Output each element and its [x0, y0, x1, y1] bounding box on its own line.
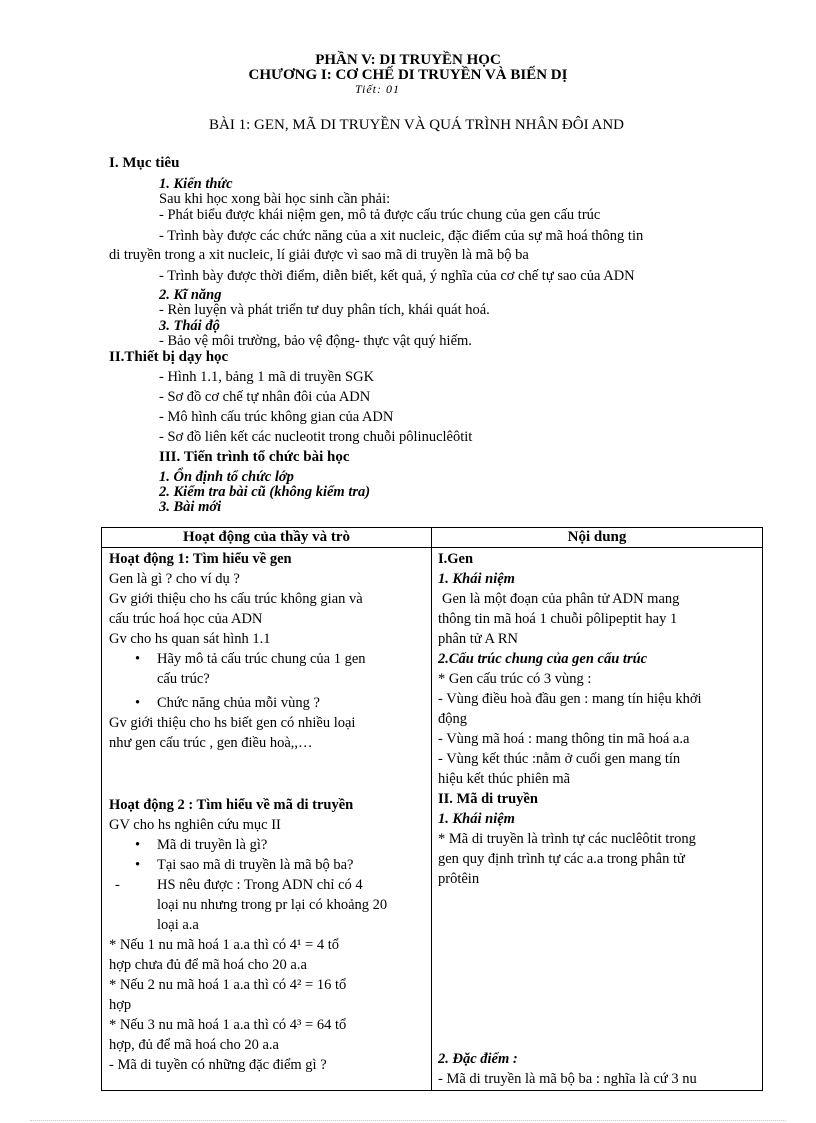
activity-bullet: • Mã di truyền là gì?	[109, 835, 429, 855]
activity-line: hợp	[109, 997, 132, 1013]
activity-1-title: Hoạt động 1: Tìm hiểu về gen	[109, 551, 292, 567]
content-line: Gen là một đoạn của phân tử ADN mang	[442, 591, 680, 607]
knowledge-item: - Phát biểu được khái niệm gen, mô tả được cấu trúc chung của gen cấu trúc	[159, 207, 601, 223]
equipment-item: - Mô hình cấu trúc không gian của ADN	[159, 409, 394, 425]
activity-line: Gv giới thiệu cho hs biết gen có nhiều loại	[109, 715, 356, 731]
process-heading: III. Tiến trình tổ chức bài học	[159, 449, 350, 465]
teacher-student-activities	[109, 549, 429, 1075]
genetic-code-heading: II. Mã di truyền	[438, 791, 538, 807]
process-step: 3. Bài mới	[159, 499, 222, 515]
content-line: gen quy định trình tự các a.a trong phân tử	[438, 851, 685, 867]
content-line: prôtêin	[438, 871, 480, 887]
content-line: thông tin mã hoá 1 chuỗi pôlipeptit hay 1	[438, 611, 678, 627]
attitude-heading: 3. Thái độ	[159, 318, 220, 334]
table-header-left: Hoạt động của thầy và trò	[182, 529, 351, 545]
equipment-item: - Sơ đồ cơ chế tự nhân đôi của ADN	[159, 389, 371, 405]
part-title: PHẦN V: DI TRUYỀN HỌC	[315, 52, 501, 68]
activity-line: Gv giới thiệu cho hs cấu trúc không gian và	[109, 591, 363, 607]
attitude-item: - Bảo vệ môi trường, bảo vệ động- thực vật quý hiếm.	[159, 333, 472, 349]
knowledge-intro: Sau khi học xong bài học sinh cần phải:	[159, 191, 391, 207]
activity-bullet-continued: cấu trúc?	[157, 671, 210, 687]
process-step: 2. Kiểm tra bài cũ (không kiểm tra)	[159, 484, 371, 500]
content-line: * Gen cấu trúc có 3 vùng :	[438, 671, 592, 687]
activity-bullet: • Chức năng chủa mỗi vùng ?	[109, 693, 429, 713]
skills-item: - Rèn luyện và phát triển tư duy phân tích, khái quát hoá.	[159, 302, 490, 318]
activity-line: * Nếu 3 nu mã hoá 1 a.a thì có 4³ = 64 tổ	[109, 1017, 347, 1033]
activity-line: cấu trúc hoá học của ADN	[109, 611, 263, 627]
activity-line: hợp chưa đủ để mã hoá cho 20 a.a	[109, 957, 307, 973]
gen-heading: I.Gen	[438, 551, 474, 567]
knowledge-item-continued: di truyền trong a xit nucleic, lí giải được vì sao mã di truyền là mã bộ ba	[109, 247, 529, 263]
code-concept-heading: 1. Khái niệm	[438, 811, 515, 827]
activity-line: * Nếu 2 nu mã hoá 1 a.a thì có 4² = 16 tổ	[109, 977, 347, 993]
equipment-item: - Sơ đồ liên kết các nucleotit trong chuỗi pôlinuclêôtit	[159, 429, 473, 445]
content-line: hiệu kết thúc phiên mã	[438, 771, 571, 787]
content-line: - Vùng mã hoá : mang thông tin mã hoá a.a	[438, 731, 690, 747]
lesson-title: BÀI 1: GEN, MÃ DI TRUYỀN VÀ QUÁ TRÌNH NHÂN ĐÔI AND	[209, 117, 624, 133]
content-line: - Mã di truyền là mã bộ ba : nghĩa là cứ 3 nu	[438, 1071, 697, 1087]
activity-2-title: Hoạt động 2 : Tìm hiểu về mã di truyền	[109, 797, 354, 813]
content-line: - Vùng kết thúc :nằm ở cuối gen mang tín	[438, 751, 681, 767]
process-step: 1. Ổn định tổ chức lớp	[159, 469, 294, 485]
lesson-content	[438, 549, 760, 1089]
knowledge-item: - Trình bày được các chức năng của a xit nucleic, đặc điểm của sự mã hoá thông tin	[159, 228, 644, 244]
activity-line: - Mã di tuyền có những đặc điểm gì ?	[109, 1057, 327, 1073]
knowledge-item: - Trình bày được thời điểm, diễn biết, kết quả, ý nghĩa của cơ chế tự sao của ADN	[159, 268, 635, 284]
content-line: phân tử A RN	[438, 631, 518, 647]
activity-dash-item: - HS nêu được : Trong ADN chỉ có 4	[109, 875, 429, 895]
equipment-item: - Hình 1.1, bảng 1 mã di truyền SGK	[159, 369, 375, 385]
activity-line: hợp, đủ để mã hoá cho 20 a.a	[109, 1037, 279, 1053]
content-line: - Vùng điều hoà đầu gen : mang tín hiệu khởi	[438, 691, 702, 707]
chapter-title: CHƯƠNG I: CƠ CHẾ DI TRUYỀN VÀ BIẾN DỊ	[248, 67, 568, 83]
activity-line: Gv cho hs quan sát hình 1.1	[109, 631, 271, 647]
content-line: động	[438, 711, 467, 727]
activity-line: như gen cấu trúc , gen điều hoà,,…	[109, 735, 313, 751]
lesson-table	[101, 527, 763, 1091]
content-line: * Mã di truyền là trình tự các nuclêôtit trong	[438, 831, 696, 847]
objectives-heading: I. Mục tiêu	[109, 155, 180, 171]
period-label: Tiết: 01	[355, 82, 401, 96]
activity-bullet: • Tại sao mã di truyền là mã bộ ba?	[109, 855, 429, 875]
skills-heading: 2. Kĩ năng	[159, 287, 222, 303]
activity-line: Gen là gì ? cho ví dụ ?	[109, 571, 240, 587]
activity-dash-continued: loại nu nhưng trong pr lại có khoảng 20	[157, 897, 388, 913]
knowledge-heading: 1. Kiến thức	[159, 176, 233, 192]
table-header-right: Nội dung	[567, 529, 627, 545]
table-header-divider	[102, 547, 762, 548]
activity-line: * Nếu 1 nu mã hoá 1 a.a thì có 4¹ = 4 tổ	[109, 937, 339, 953]
concept-heading: 1. Khái niệm	[438, 571, 515, 587]
structure-heading: 2.Cấu trúc chung của gen cấu trúc	[438, 651, 648, 667]
equipment-heading: II.Thiết bị dạy học	[109, 349, 229, 365]
page-edge-divider	[30, 1120, 786, 1121]
activity-dash-continued: loại a.a	[157, 917, 199, 933]
activity-bullet: • Hãy mô tả cấu trúc chung của 1 gen	[109, 649, 429, 669]
activity-line: GV cho hs nghiên cứu mục II	[109, 817, 281, 833]
table-column-divider	[431, 528, 432, 1090]
feature-heading: 2. Đặc điểm :	[438, 1051, 518, 1067]
